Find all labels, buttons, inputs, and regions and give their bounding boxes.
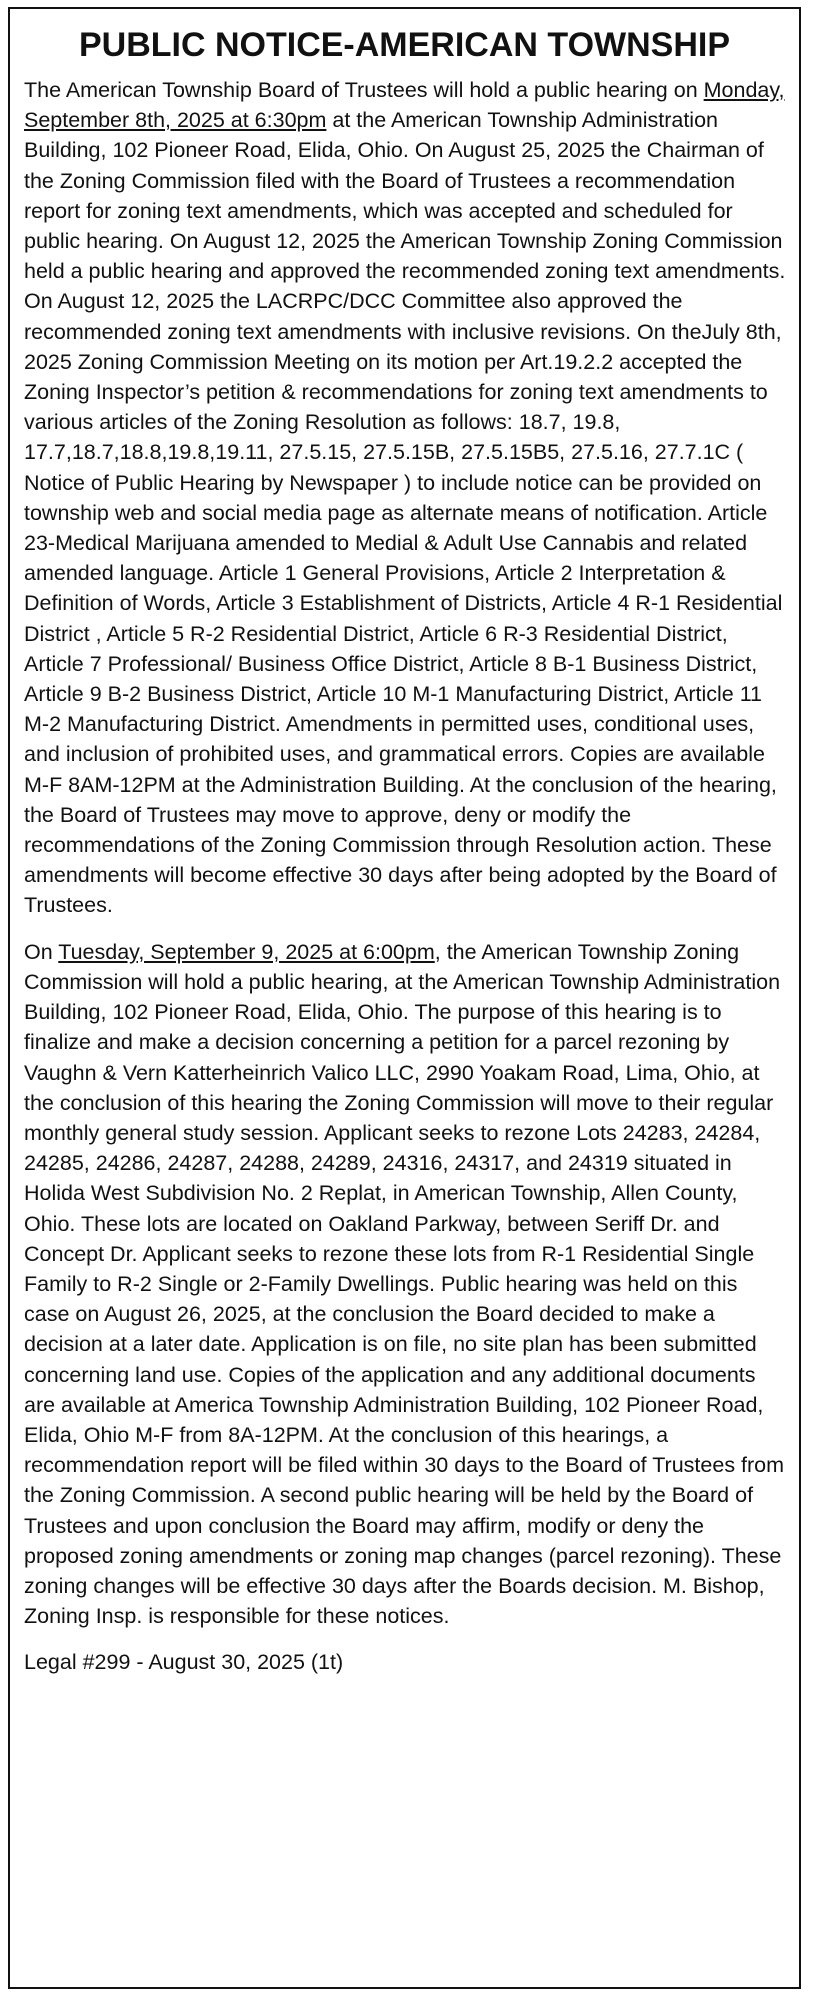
notice-title: PUBLIC NOTICE-AMERICAN TOWNSHIP bbox=[78, 26, 731, 64]
zoning-commission-hearing-paragraph bbox=[24, 937, 786, 1632]
hearing-date-2: Tuesday, September 9, 2025 at 6:00pm bbox=[58, 939, 435, 964]
board-of-trustees-hearing-paragraph bbox=[24, 75, 786, 921]
paragraph-2-text: , the American Township Zoning Commission will hold a public hearing, at the American Township Administration Building, 102 Pioneer Road, Elida, Ohio. The purpose of this hearing is to finalize and make a decision concerning a petition for a parcel rezoning by Vaughn & Vern Katterheinrich Valico LLC, 2990 Yoakam Road, Lima, Ohio, at the conclusion of this hearing the Zoning Commission will move to their regular monthly general study session. Applicant seeks to rezone Lots 24283, 24284, 24285, 24286, 24287, 24288, 24289, 24316, 24317, and 24319 situated in Holida West Subdivision No. 2 Replat, in American Township, Allen County, Ohio. These lots are located on Oakland Parkway, between Seriff Dr. and Concept Dr. Applicant seeks to rezone these lots from R-1 Residential Single Family to R-2 Single or 2-Family Dwellings. Public hearing was held on this case on August 26, 2025, at the conclusion the Board decided to make a decision at a later date. Application is on file, no site plan has been submitted concerning land use. Copies of the application and any additional documents are available at America Township Administration Building, 102 Pioneer Road, Elida, Ohio M-F from 8A-12PM. At the conclusion of this hearings, a recommendation report will be filed within 30 days to the Board of Trustees from the Zoning Commission. A second public hearing will be held by the Board of Trustees and upon conclusion the Board may affirm, modify or deny the proposed zoning amendments or zoning map changes (parcel rezoning). These zoning changes will be effective 30 days after the Boards decision. M. Bishop, Zoning Insp. is responsible for these notices. bbox=[24, 939, 785, 1629]
paragraph-1-lead: The American Township Board of Trustees will hold a public hearing on bbox=[24, 78, 704, 102]
paragraph-1-text: at the American Township Administration Building, 102 Pioneer Road, Elida, Ohio. On August 25, 2025 the Chairman of the Zoning Commission filed with the Board of Trustees a recommendation report for zoning text amendments, which was accepted and scheduled for public hearing. On August 12, 2025 the American Township Zoning Commission held a public hearing and approved the recommended zoning text amendments. On August 12, 2025 the LACRPC/DCC Committee also approved the recommended zoning text amendments with inclusive revisions. On theJuly 8th, 2025 Zoning Commission Meeting on its motion per Art.19.2.2 accepted the Zoning Inspector’s petition & recommendations for zoning text amendments to various articles of the Zoning Resolution as follows: 18.7, 19.8, 17.7,18.7,18.8,19.8,19.11, 27.5.15, 27.5.15B, 27.5.15B5, 27.5.16, 27.7.1C ( Notice of Public Hearing by Newspaper ) to include notice can be provided on township web and social media page as alternate means of notification. Article 23-Medical Marijuana amended to Medial & Adult Use Cannabis and related amended language. Article 1 General Provisions, Article 2 Interpretation & Definition of Words, Article 3 Establishment of Districts, Article 4 R-1 Residential District , Article 5 R-2 Residential District, Article 6 R-3 Residential District, Article 7 Professional/ Business Office District, Article 8 B-1 Business District, Article 9 B-2 Business District, Article 10 M-1 Manufacturing District, Article 11 M-2 Manufacturing District. Amendments in permitted uses, conditional uses, and inclusion of prohibited uses, and grammatical errors. Copies are available M-F 8AM-12PM at the Administration Building. At the conclusion of the hearing, the Board of Trustees may move to approve, deny or modify the recommendations of the Zoning Commission through Resolution action. These amendments will become effective 30 days after being adopted by the Board of Trustees. bbox=[24, 108, 786, 918]
paragraph-2-lead: On bbox=[24, 939, 59, 964]
public-notice-box bbox=[8, 7, 801, 1989]
notice-body bbox=[10, 75, 799, 1677]
legal-reference: Legal #299 - August 30, 2025 (1t) bbox=[24, 1650, 344, 1675]
hearing-date-1: Monday, September 8th, 2025 at 6:30pm bbox=[24, 78, 785, 133]
